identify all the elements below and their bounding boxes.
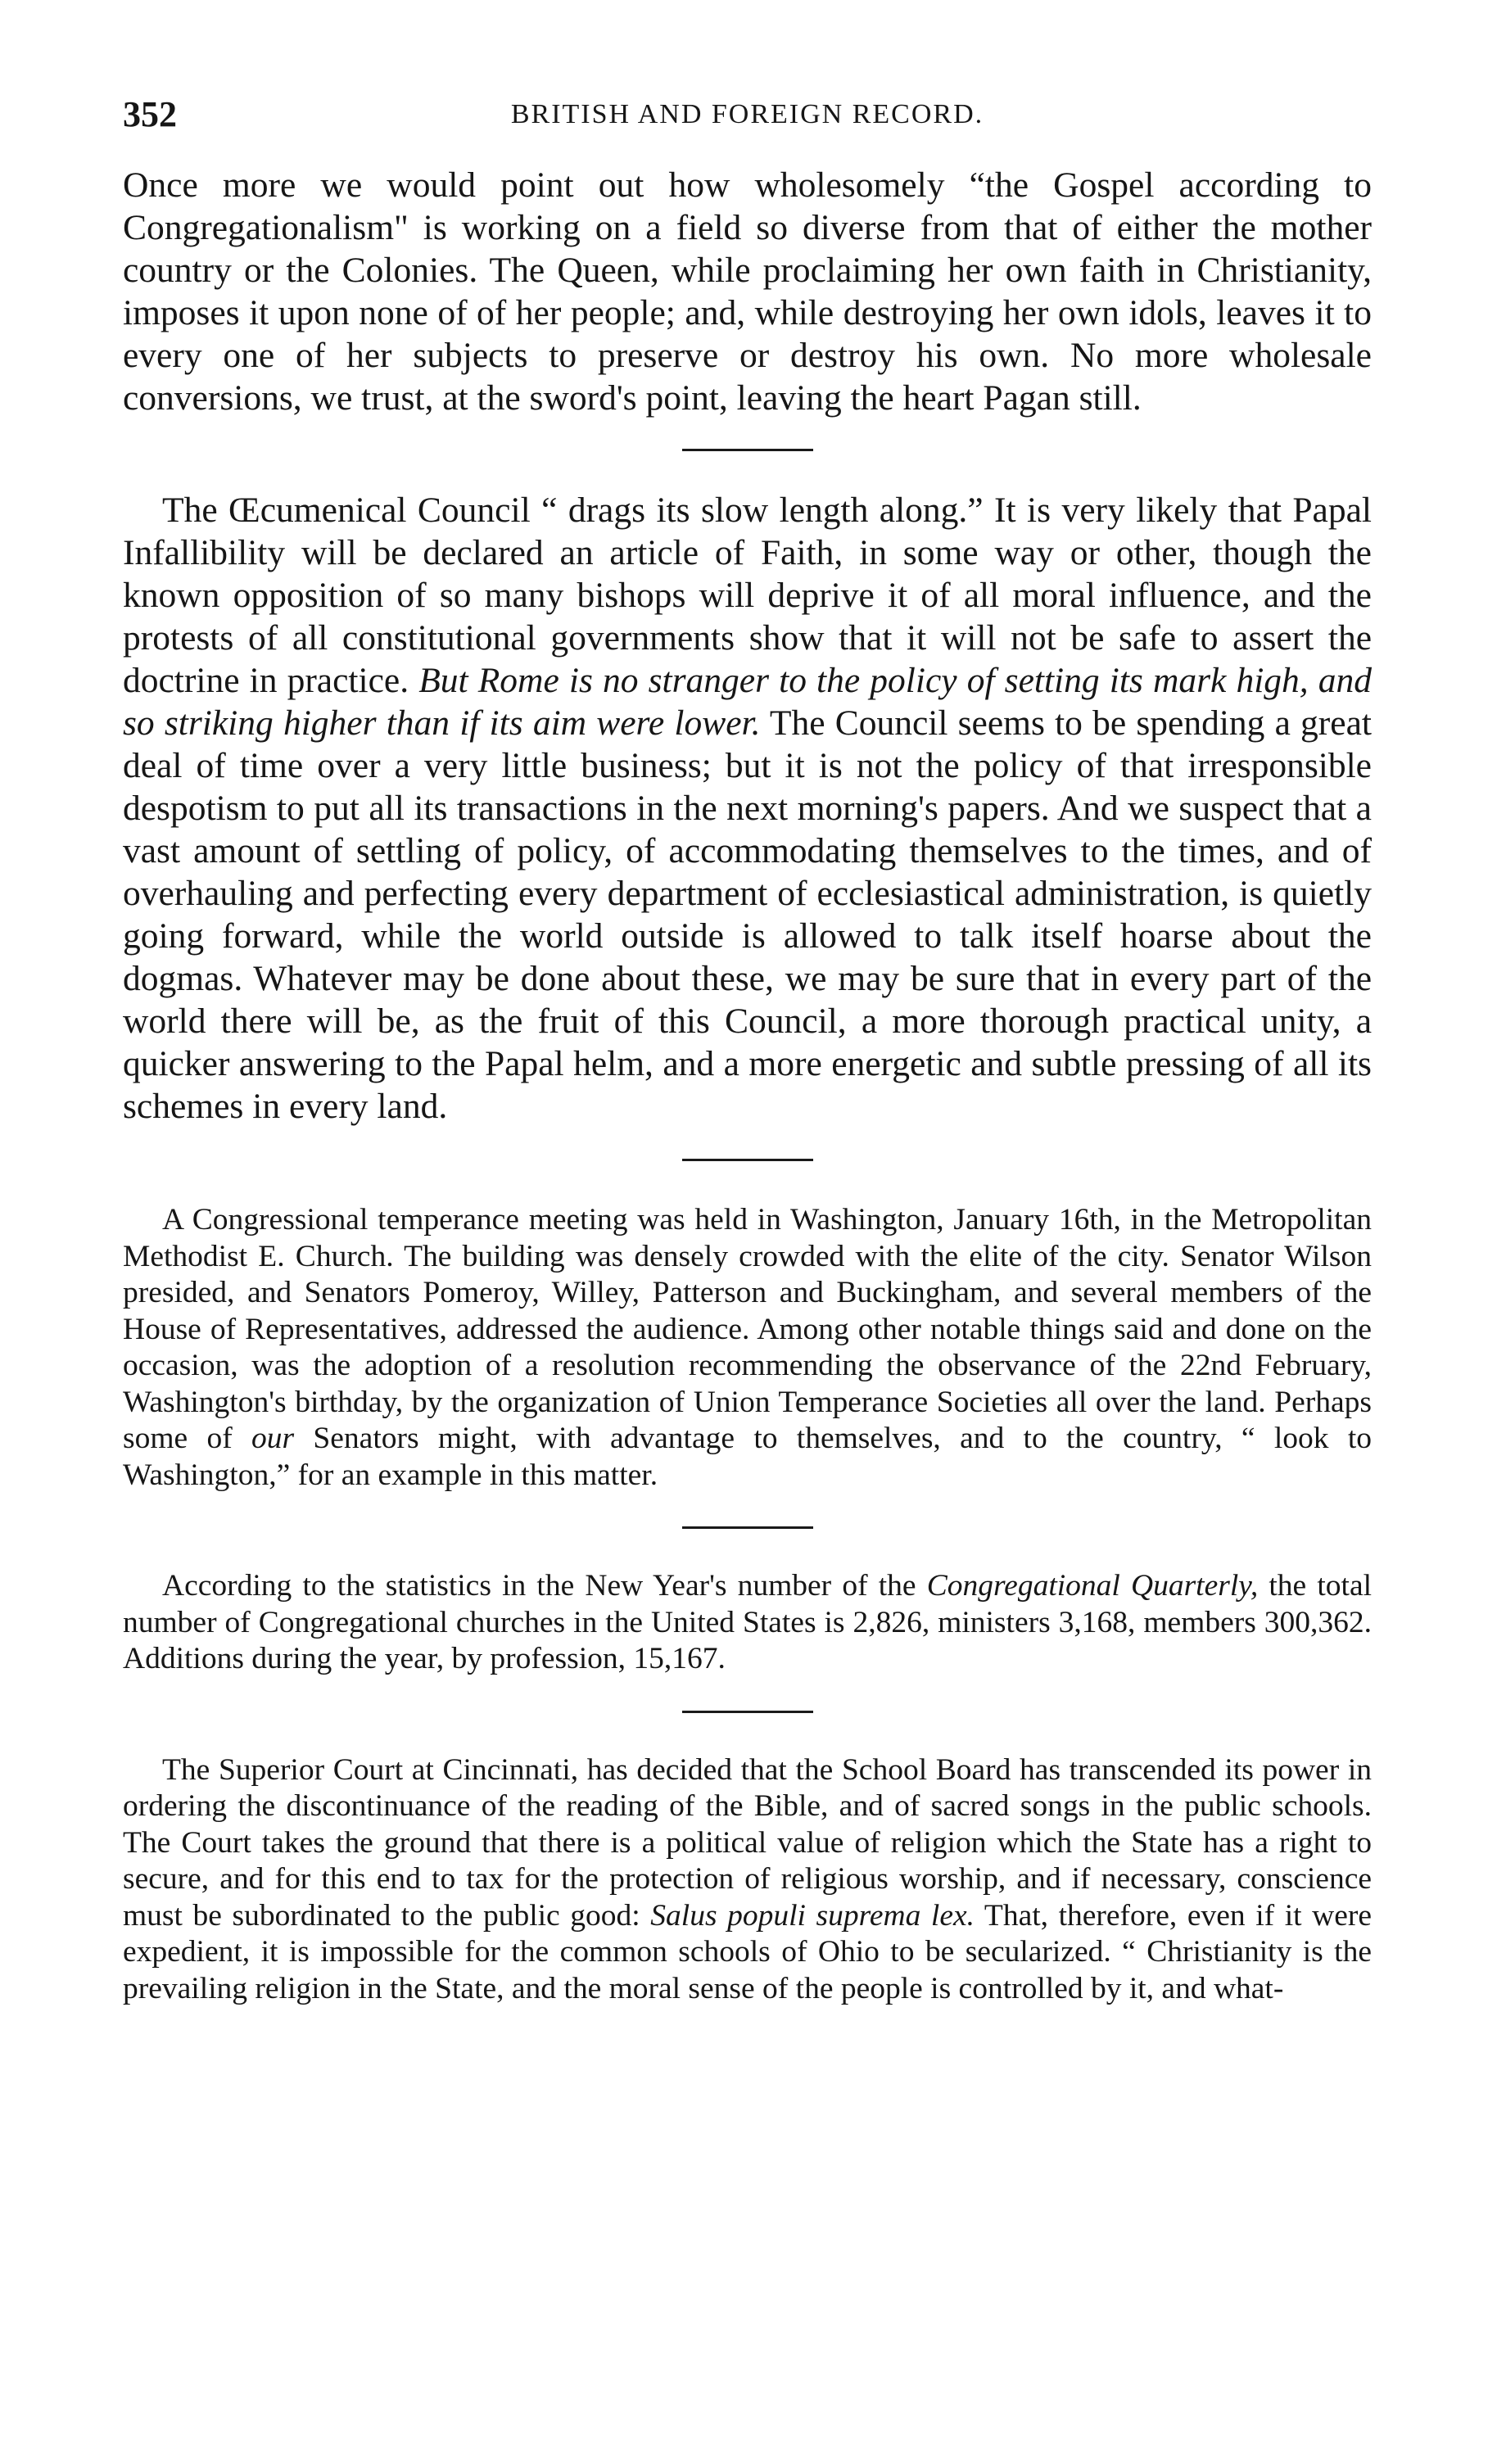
paragraph-text: That, therefore, even if it were expedient, it is impossible for the common schools of Ohio to be secularized. “ Christianity is the prevailing religion in the State, and the moral sense of the people is controlled by it, and what- — [123, 1898, 1373, 2005]
paragraph-text: The Superior Court at Cincinnati, has decided that the School Board has transcended its power in ordering the discontinuance of the reading of the Bible, and of sacred songs in the public schools. The Court takes the ground that there is a political value of religion which the State has a right to secure, and for this end to tax for the protection of religious worship, and if necessary, conscience must be subordinated to the public good: — [123, 1752, 1372, 1933]
paragraph-text: The Œcumenical Council “ drags its slow length along.” It is very likely that Papal Infallibility will be declared an article of Faith, in some way or other, though the known opposition of so many bishops will deprive it of all moral influence, and the protests of all constitutional governments show that it will not be safe to assert the doctrine in practice. — [123, 491, 1372, 700]
paragraph-text: The Council seems to be spending a great deal of time over a very little business; but it is not the policy of that irresponsible despotism to put all its transactions in the next morning's papers. And we suspect that a vast amount of settling of policy, of accommodating themselves to the times, and of overhauling and perfecting every department of ecclesiastical administration, is quietly going forward, while the world outside is allowed to talk itself hoarse about the dogmas. Whatever may be done about these, we may be sure that in every part of the world there will be, as the fruit of this Council, a more thorough practical unity, a quicker answering to the Papal helm, and a more energetic and subtle pressing of all its schemes in every land. — [123, 703, 1372, 1126]
italic-text: Congregational Quarterly, — [926, 1569, 1259, 1603]
section-divider — [682, 1159, 813, 1161]
paragraph-text: Once more we would point out how wholesomely “the Gospel according to Congregationalism" is working on a field so diverse from that of either the mother country or the Colonies. The Queen, while proclaiming her own faith in Christianity, imposes it upon none of of her people; and, while destroying her own idols, leaves it to every one of her subjects to preserve or destroy his own. No more wholesale conversions, we trust, at the sword's point, leaving the heart Pagan still. — [123, 165, 1372, 418]
section-divider — [682, 449, 813, 451]
page-number: 352 — [123, 94, 177, 134]
paragraph-congregationalism — [123, 164, 1372, 419]
paragraph-text: Senators might, with advantage to themselves, and to the country, “ look to Washington,” for an example in this matter. — [123, 1422, 1373, 1492]
page-header — [123, 90, 1372, 139]
italic-text: our — [251, 1422, 295, 1455]
paragraph-text: A Congressional temperance meeting was held in Washington, January 16th, in the Metropolitan Methodist E. Church. The building was densely crowded with the elite of the city. Senator Wilson presided, and Senators Pomeroy, Willey, Patterson and Buckingham, and several members of the House of Representatives, addressed the audience. Among other notable things said and done on the occasion, was the adoption of a resolution recommending the observance of the 22nd February, Washington's birthday, by the organization of Union Temperance Societies all over the land. Perhaps some of — [123, 1203, 1372, 1455]
italic-text: Salus populi suprema lex. — [650, 1898, 975, 1933]
paragraph-ecumenical-council — [123, 489, 1372, 1128]
paragraph-statistics — [123, 1568, 1372, 1678]
running-title: BRITISH AND FOREIGN RECORD. — [510, 99, 984, 129]
italic-text: But Rome is no stranger to the policy of setting its mark high, and so striking higher than if its aim were lower. — [123, 661, 1373, 743]
paragraph-text: the total number of Congregational churches in the United States is 2,826, ministers 3,168, members 300,362. Additions during the year, by profession, 15,167. — [123, 1569, 1373, 1675]
paragraph-temperance-meeting — [123, 1202, 1372, 1494]
section-divider — [682, 1526, 813, 1529]
document-page — [123, 90, 1372, 2007]
paragraph-text: According to the statistics in the New Year's number of the — [162, 1569, 916, 1603]
section-divider — [682, 1711, 813, 1713]
paragraph-superior-court — [123, 1752, 1372, 2008]
